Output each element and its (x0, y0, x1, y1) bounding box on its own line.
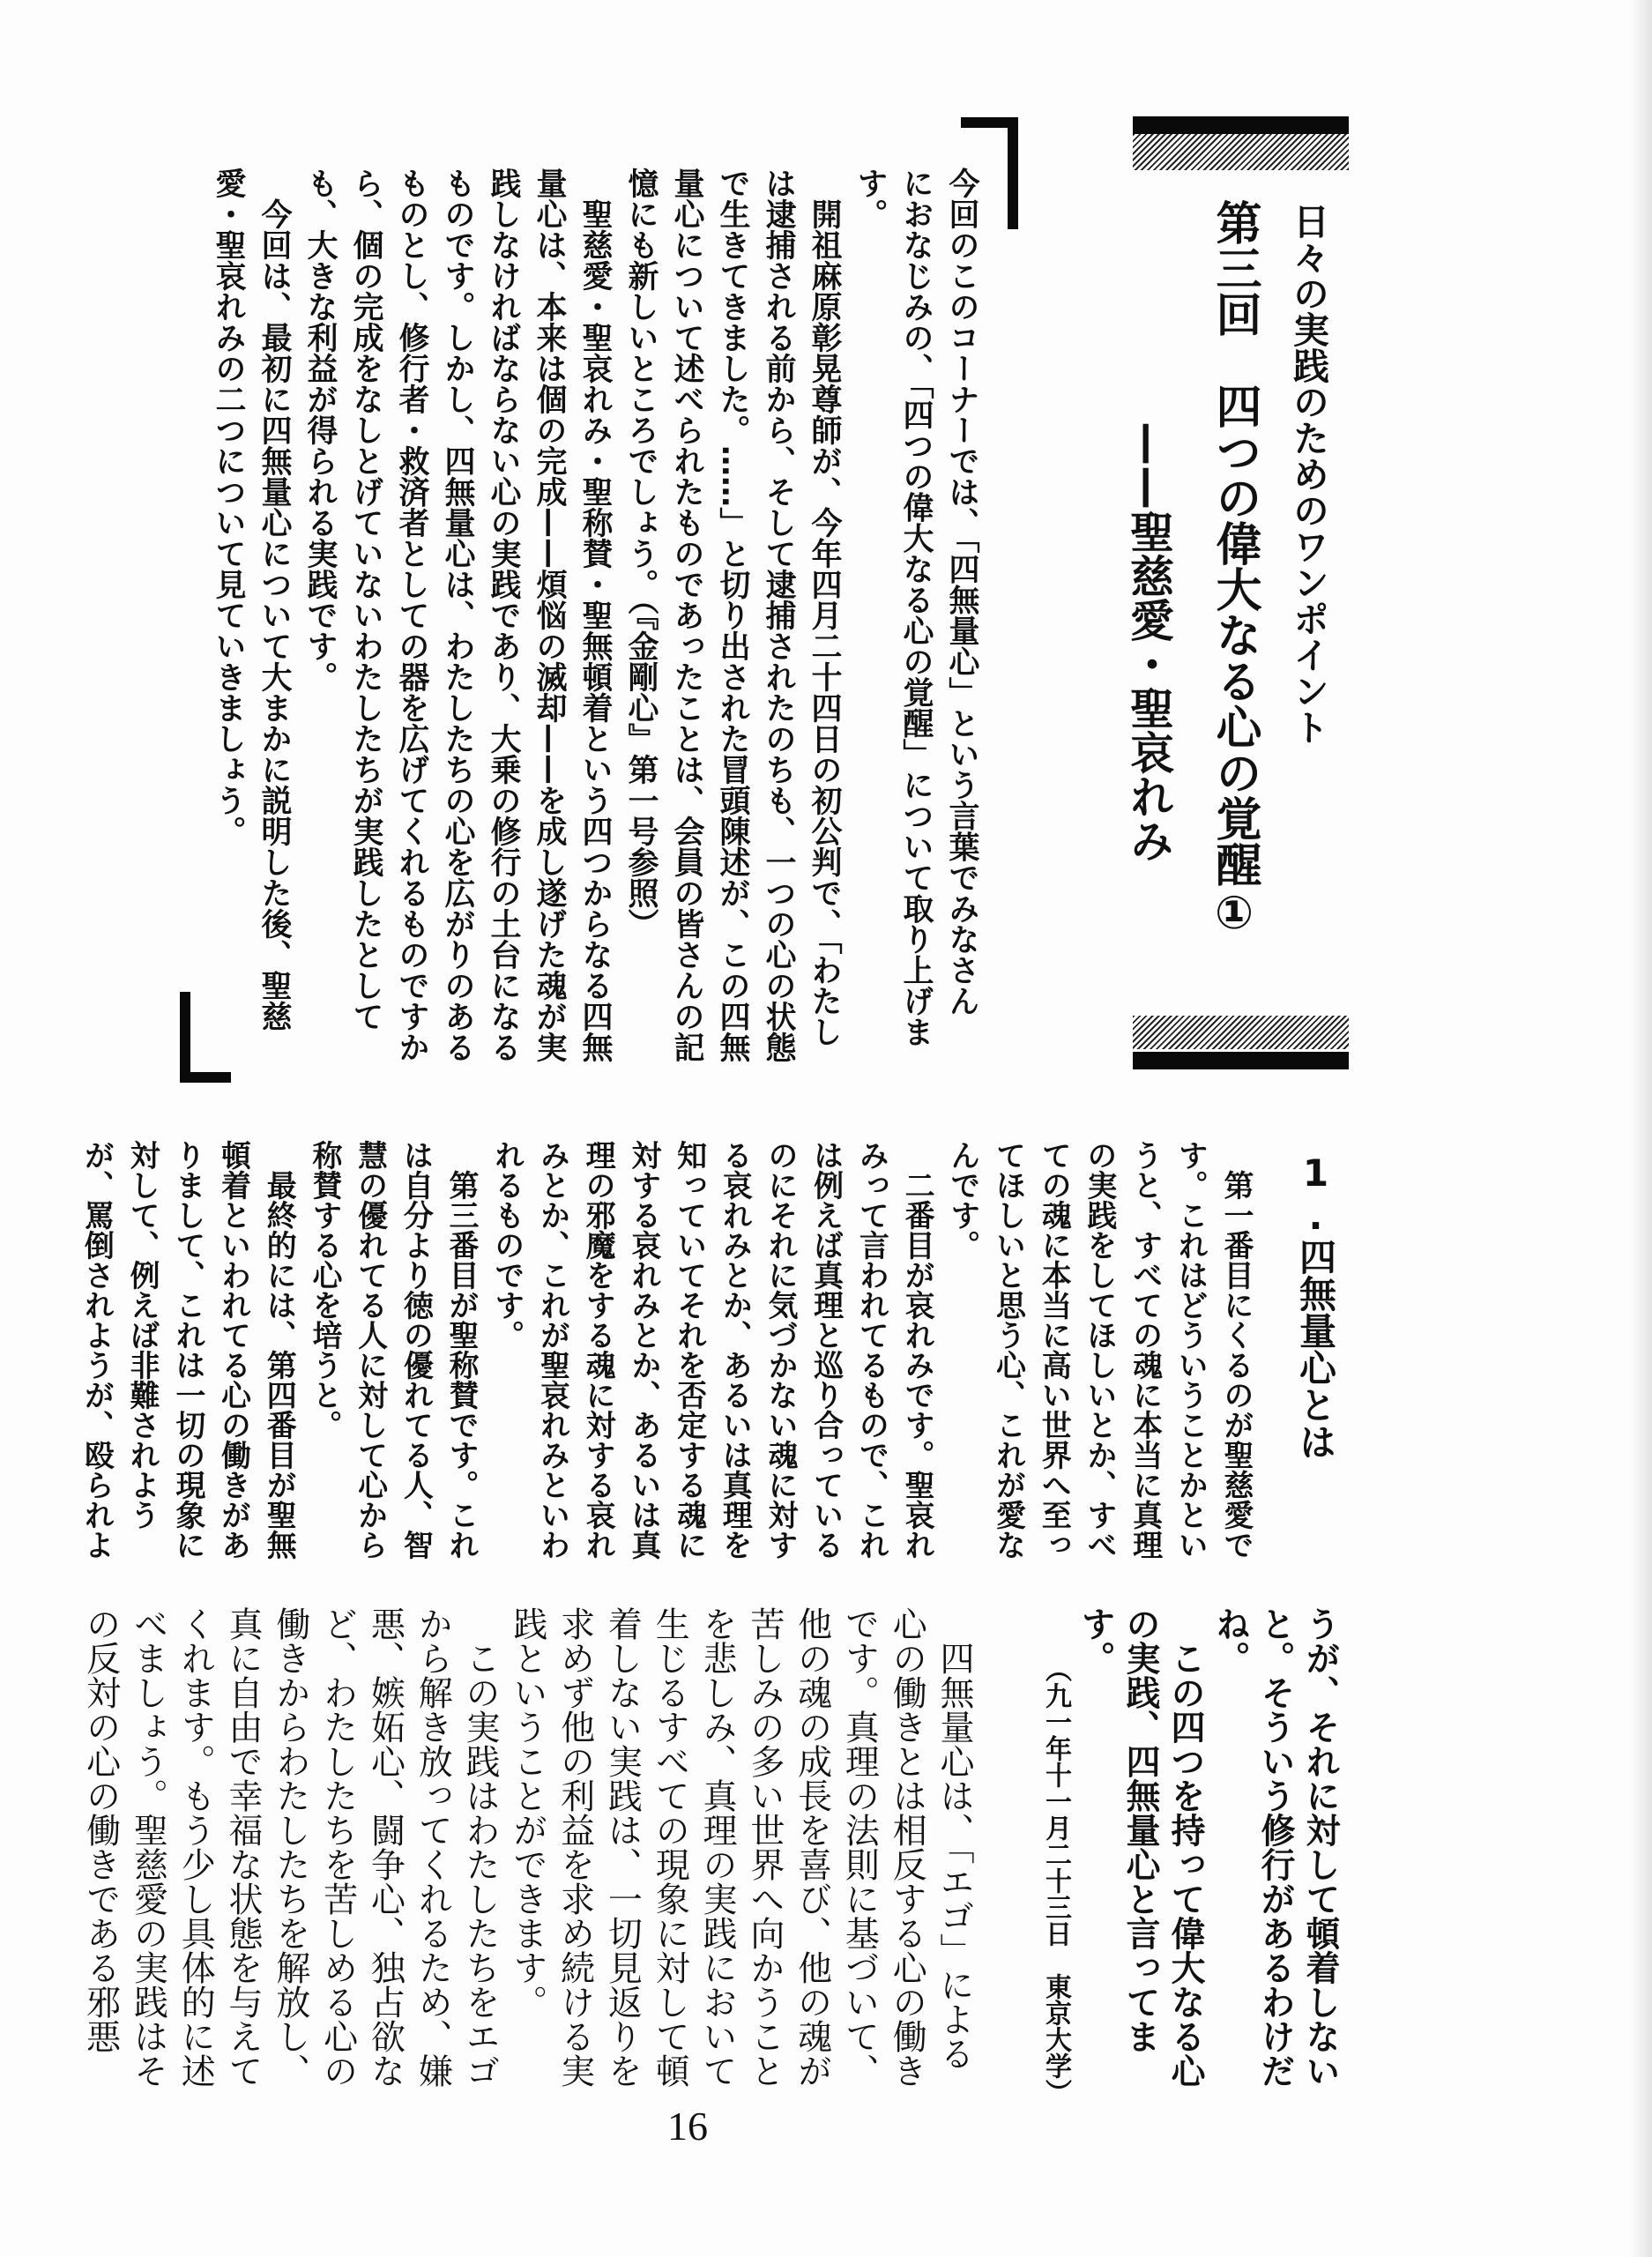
text-column: 聖慈愛・聖哀れみ・聖称賛・聖無頓着という四つからなる四無 (577, 168, 613, 1062)
intro-text (205, 168, 985, 1062)
text-column: んです。 (944, 1140, 980, 1260)
text-column: ての魂に本当に高い世界へ至っ (1036, 1140, 1072, 1560)
text-column: から解き放ってくれるため、嫌 (413, 1606, 453, 2088)
text-column: す。 (852, 168, 888, 229)
text-column: と。そういう修行があるわけだ (1255, 1606, 1295, 2088)
text-column: 真に自由で幸福な状態を与えて (223, 1606, 264, 2088)
text-column: 今回は、最初に四無量心について大まかに説明した後、聖慈 (257, 168, 292, 1032)
title-top-bar (1133, 116, 1349, 134)
series-title: 日々の実践のためのワンポイント (1287, 203, 1329, 745)
text-column: 知っていてそれを否定する魂に (671, 1140, 707, 1560)
text-column: 今回のこのコーナーでは、「四無量心」という言葉でみなさん (944, 168, 979, 1017)
text-column: ものです。しかし、四無量心は、わたしたちの心を広がりのある (440, 168, 475, 1062)
text-column: す。 (1075, 1606, 1115, 1675)
text-column: 愛・聖哀れみの二つについて見ていきましょう。 (211, 168, 246, 846)
text-column: りまして、これは一切の現象に (169, 1140, 205, 1560)
text-column: 働きからわたしたちを解放し、 (270, 1606, 310, 2088)
title-bottom-bar (1133, 1052, 1349, 1069)
text-column: 心の働きとは相反する心の働き (887, 1606, 927, 2088)
text-column: 憶にも新しいところでしょう。（『金剛心』第一号参照） (623, 168, 659, 939)
text-column: ね。 (1210, 1606, 1250, 1675)
intro-bracket-bottom-left-arm (180, 1072, 231, 1083)
text-column: てほしいと思う心、これが愛な (990, 1140, 1026, 1560)
text-column: れるものです。 (488, 1140, 525, 1350)
text-column: べましょう。聖慈愛の実践はそ (128, 1606, 168, 2088)
text-column: も、大きな利益が得られる実践です。 (302, 168, 338, 692)
lecture-date: （九一年十一月二十三日 東京大学） (1040, 1656, 1071, 2105)
text-column: 慧の優れてる人に対して心から (352, 1140, 388, 1560)
text-column: 践しなければならない心の実践であり、大乗の修行の土台になる (486, 168, 521, 1062)
text-column: ら、個の完成をなしとげていないわたしたちが実践したとして (348, 168, 383, 1032)
text-column: うと、すべての魂に本当に真理 (1127, 1140, 1163, 1560)
article-subtitle: ——聖慈愛・聖哀れみ (1123, 421, 1174, 862)
text-column: この実践はわたしたちをエゴ (460, 1606, 501, 2088)
text-column: 頓着といわれてる心の働きがあ (215, 1140, 251, 1560)
text-column: のにそれに気づかない魂に対す (762, 1140, 798, 1560)
text-column: 他の魂の成長を喜び、他の魂が (792, 1606, 832, 2088)
intro-bracket-bottom-left (180, 992, 190, 1083)
text-column: 悪、嫉妬心、闘争心、独占欲な (365, 1606, 406, 2088)
text-column: 践ということができます。 (507, 1606, 547, 2019)
intro-bracket-top-right-arm (961, 117, 1018, 128)
text-column: 二番目が哀れみです。聖哀れ (899, 1140, 935, 1560)
text-column: くれます。もう少し具体的に述 (175, 1606, 216, 2088)
section-body-lower-right (1073, 1606, 1343, 2088)
text-column: の反対の心の働きである邪悪 (80, 1606, 121, 2053)
text-column: 四無量心は、「エゴ」による (934, 1606, 974, 2071)
text-column: は例えば真理と巡り合っている (807, 1140, 844, 1560)
text-column: この四つを持って偉大なる心 (1165, 1606, 1205, 2088)
text-column: 着しない実践は、一切見返りを (602, 1606, 643, 2088)
text-column: は自分より徳の優れてる人、智 (398, 1140, 434, 1560)
text-column: ものとし、修行者・救済者としての器を広げてくれるものですか (394, 168, 429, 1062)
section-body-upper (73, 1140, 1258, 1560)
text-column: におなじみの、「四つの偉大なる心の覚醒」について取り上げま (898, 168, 934, 1047)
title-top-hatch (1133, 134, 1349, 170)
text-column: ど、わたしたちを苦しめる心の (317, 1606, 358, 2088)
section-heading: 1.四無量心とは (1294, 1151, 1337, 1460)
text-column: 対して、例えば非難されよう (124, 1140, 160, 1530)
text-column: る哀れみとか、あるいは真理を (717, 1140, 753, 1560)
text-column: 生じるすべての現象に対して頓 (650, 1606, 690, 2088)
text-column: うが、それに対して頓着しない (1300, 1606, 1340, 2088)
text-column: 第三番目が聖称賛です。これ (443, 1140, 480, 1560)
text-column: 対する哀れみとか、あるいは真 (625, 1140, 661, 1560)
text-column: を悲しみ、真理の実践において (697, 1606, 738, 2088)
text-column: 理の邪魔をする魂に対する哀れ (580, 1140, 616, 1560)
text-column: 開祖麻原彰晃尊師が、今年四月二十四日の初公判で、「わたし (807, 168, 842, 1047)
text-column: 量心について述べられたものであったことは、会員の皆さんの記 (669, 168, 704, 1062)
text-column: 第一番目にくるのが聖慈愛で (1218, 1140, 1254, 1560)
text-column: 称賛する心を培うと。 (306, 1140, 342, 1440)
text-column: が、罵倒されようが、殴られよ (78, 1140, 115, 1560)
text-column: 量心は、本来は個の完成——煩悩の滅却——を成し遂げた魂が実 (532, 168, 567, 1062)
text-column: 最終的には、第四番目が聖無 (261, 1140, 297, 1560)
text-column: 求めず他の利益を求め続ける実 (554, 1606, 595, 2088)
text-column: は逮捕される前から、そして逮捕されたのちも、一つの心の状態 (761, 168, 796, 1062)
text-column: す。これはどういうことかとい (1172, 1140, 1209, 1560)
text-column: みとか、これが聖哀れみといわ (534, 1140, 570, 1560)
text-column: です。真理の法則に基づいて、 (839, 1606, 880, 2088)
section-body-lower-left (77, 1606, 978, 2088)
intro-bracket-top-right (1008, 117, 1018, 229)
scan-edge-shadow (1629, 0, 1652, 2257)
text-column: の実践をしてほしいとか、すべ (1081, 1140, 1117, 1560)
text-column: の実践、四無量心と言ってま (1120, 1606, 1160, 2053)
page-number: 16 (667, 2104, 708, 2149)
text-column: 苦しみの多い世界へ向かうこと (744, 1606, 785, 2088)
text-column: みって言われてるもので、これ (853, 1140, 889, 1560)
text-column: で生きてきました。……」と切り出された冒頭陳述が、この四無 (715, 168, 750, 1062)
title-bottom-hatch (1133, 1016, 1349, 1049)
article-title: 第三回 四つの偉大なる心の覚醒① (1208, 199, 1261, 940)
